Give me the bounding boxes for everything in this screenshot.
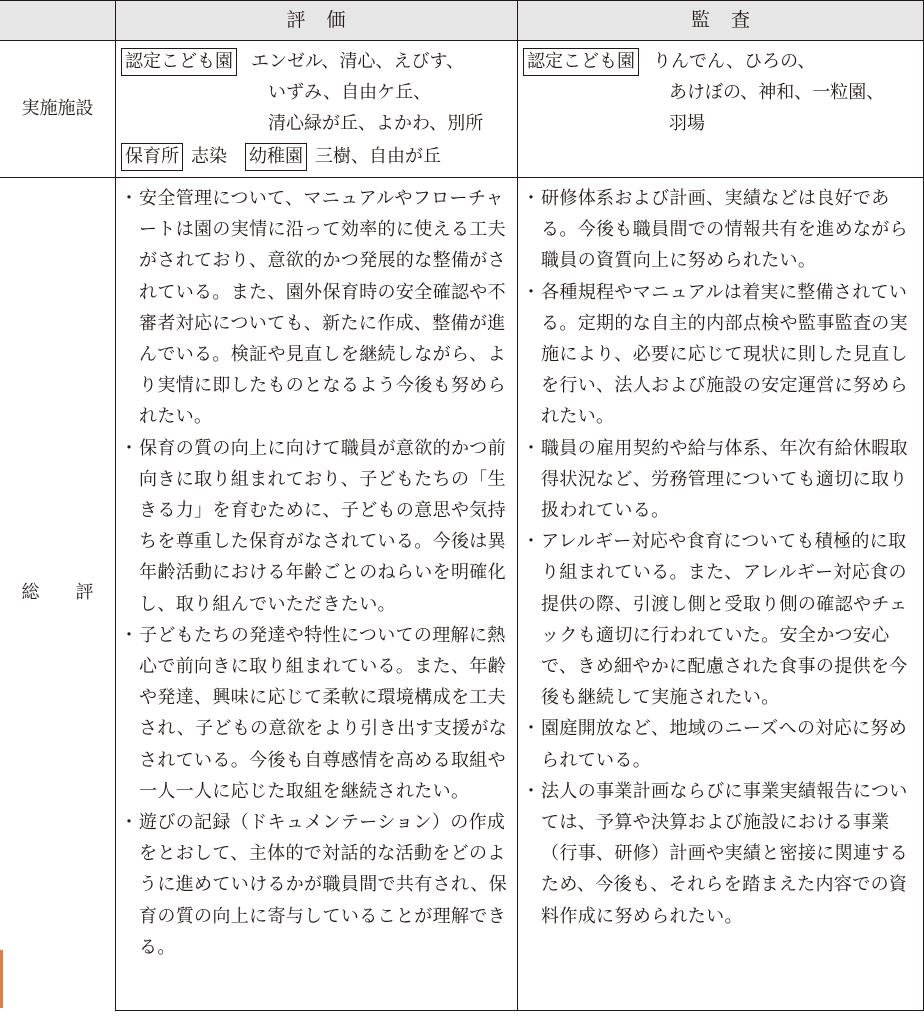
facility-group-hoikusho-youchien — [121, 142, 441, 172]
audit-summary-list — [522, 183, 918, 932]
facility-names: りんでん、ひろの、 — [653, 51, 816, 72]
row-label-summary: 総 評 — [21, 582, 94, 603]
facility-type-tag: 認定こども園 — [121, 48, 237, 76]
audit-summary-item: ・ 職員の雇用契約や給与体系、年次有給休暇取得状況など、労務管理についても適切に取り扱われている。 — [522, 433, 918, 527]
facility-type-tag: 認定こども園 — [523, 48, 639, 76]
facility-names: エンゼル、清心、えびす、 — [251, 51, 465, 72]
facility-names: 三樹、自由が丘 — [315, 146, 441, 167]
evaluation-summary-item: ・ 遊びの記録（ドキュメンテーション）の作成をとおして、主体的で対話的な活動をどのように進めていけるかが職員間で共有され、保育の質の向上に寄与していることが理解できる。 — [120, 807, 512, 963]
evaluation-summary-list — [120, 183, 512, 963]
facility-type-tag: 幼稚園 — [245, 143, 307, 171]
table-border-top — [0, 0, 924, 1]
table-border — [517, 0, 518, 1011]
facility-type-tag: 保育所 — [121, 143, 183, 171]
table-border — [0, 40, 924, 41]
page-corner-cutout — [0, 910, 86, 1010]
header-audit: 監 査 — [690, 9, 751, 31]
facility-names: いずみ、自由ケ丘、 — [268, 82, 432, 103]
facility-group-kodomoen — [523, 47, 815, 77]
row-label-facilities: 実施施設 — [21, 98, 94, 119]
page-edge-stripe — [0, 950, 3, 1008]
audit-summary-item: ・ 法人の事業計画ならびに事業実績報告については、予算や決算および施設における事業（行事、研修）計画や実績と密接に関連するため、今後も、それらを踏まえた内容での資料作成に努められたい。 — [522, 776, 918, 932]
facility-group-kodomoen — [121, 47, 464, 77]
facility-names: 羽場 — [669, 113, 705, 134]
audit-summary-item: ・ 研修体系および計画、実績などは良好である。今後も職員間での情報共有を進めながら職員の資質向上に努められたい。 — [522, 183, 918, 277]
table-border — [0, 177, 924, 178]
evaluation-summary-item: ・ 安全管理について、マニュアルやフローチャートは園の実情に沿って効率的に使える工夫がされており、意欲的かつ発展的な整備がされている。また、園外保育時の安全確認や不審者対応についても、新たに作成、整備が進んでいる。検証や見直しを継続しながら、より実情に即したものとなるよう今後も努められたい。 — [120, 183, 512, 433]
facility-names: 志染 — [191, 146, 227, 167]
table-border-bottom — [115, 1010, 924, 1011]
audit-summary-item: ・ 園庭開放など、地域のニーズへの対応に努められている。 — [522, 713, 918, 775]
audit-summary-item: ・ アレルギー対応や食育についても積極的に取り組まれている。また、アレルギー対応食の提供の際、引渡し側と受取り側の確認やチェックも適切に行われていた。安全かつ安心で、きめ細やかに配慮された食事の提供を今後も継続して実施されたい。 — [522, 526, 918, 713]
audit-summary-item: ・ 各種規程やマニュアルは着実に整備されている。定期的な自主的内部点検や監事監査の実施により、必要に応じて現状に則した見直しを行い、法人および施設の安定運営に努められたい。 — [522, 277, 918, 433]
table-border — [115, 0, 116, 1011]
evaluation-summary-item: ・ 保育の質の向上に向けて職員が意欲的かつ前向きに取り組まれており、子どもたちの「生きる力」を育むために、子どもの意思や気持ちを尊重した保育がなされている。今後は異年齢活動における年齢ごとのねらいを明確化し、取り組んでいただきたい。 — [120, 433, 512, 620]
header-evaluation: 評 価 — [286, 9, 347, 31]
evaluation-summary-item: ・ 子どもたちの発達や特性についての理解に熱心で前向きに取り組まれている。また、年齢や発達、興味に応じて柔軟に環境構成を工夫され、子どもの意欲をより引き出す支援がなされている。今後も自尊感情を高める取組や一人一人に応じた取組を継続されたい。 — [120, 620, 512, 807]
facility-names: あけぼの、神和、一粒園、 — [669, 82, 885, 103]
facility-names: 清心緑が丘、よかわ、別所 — [268, 113, 484, 134]
